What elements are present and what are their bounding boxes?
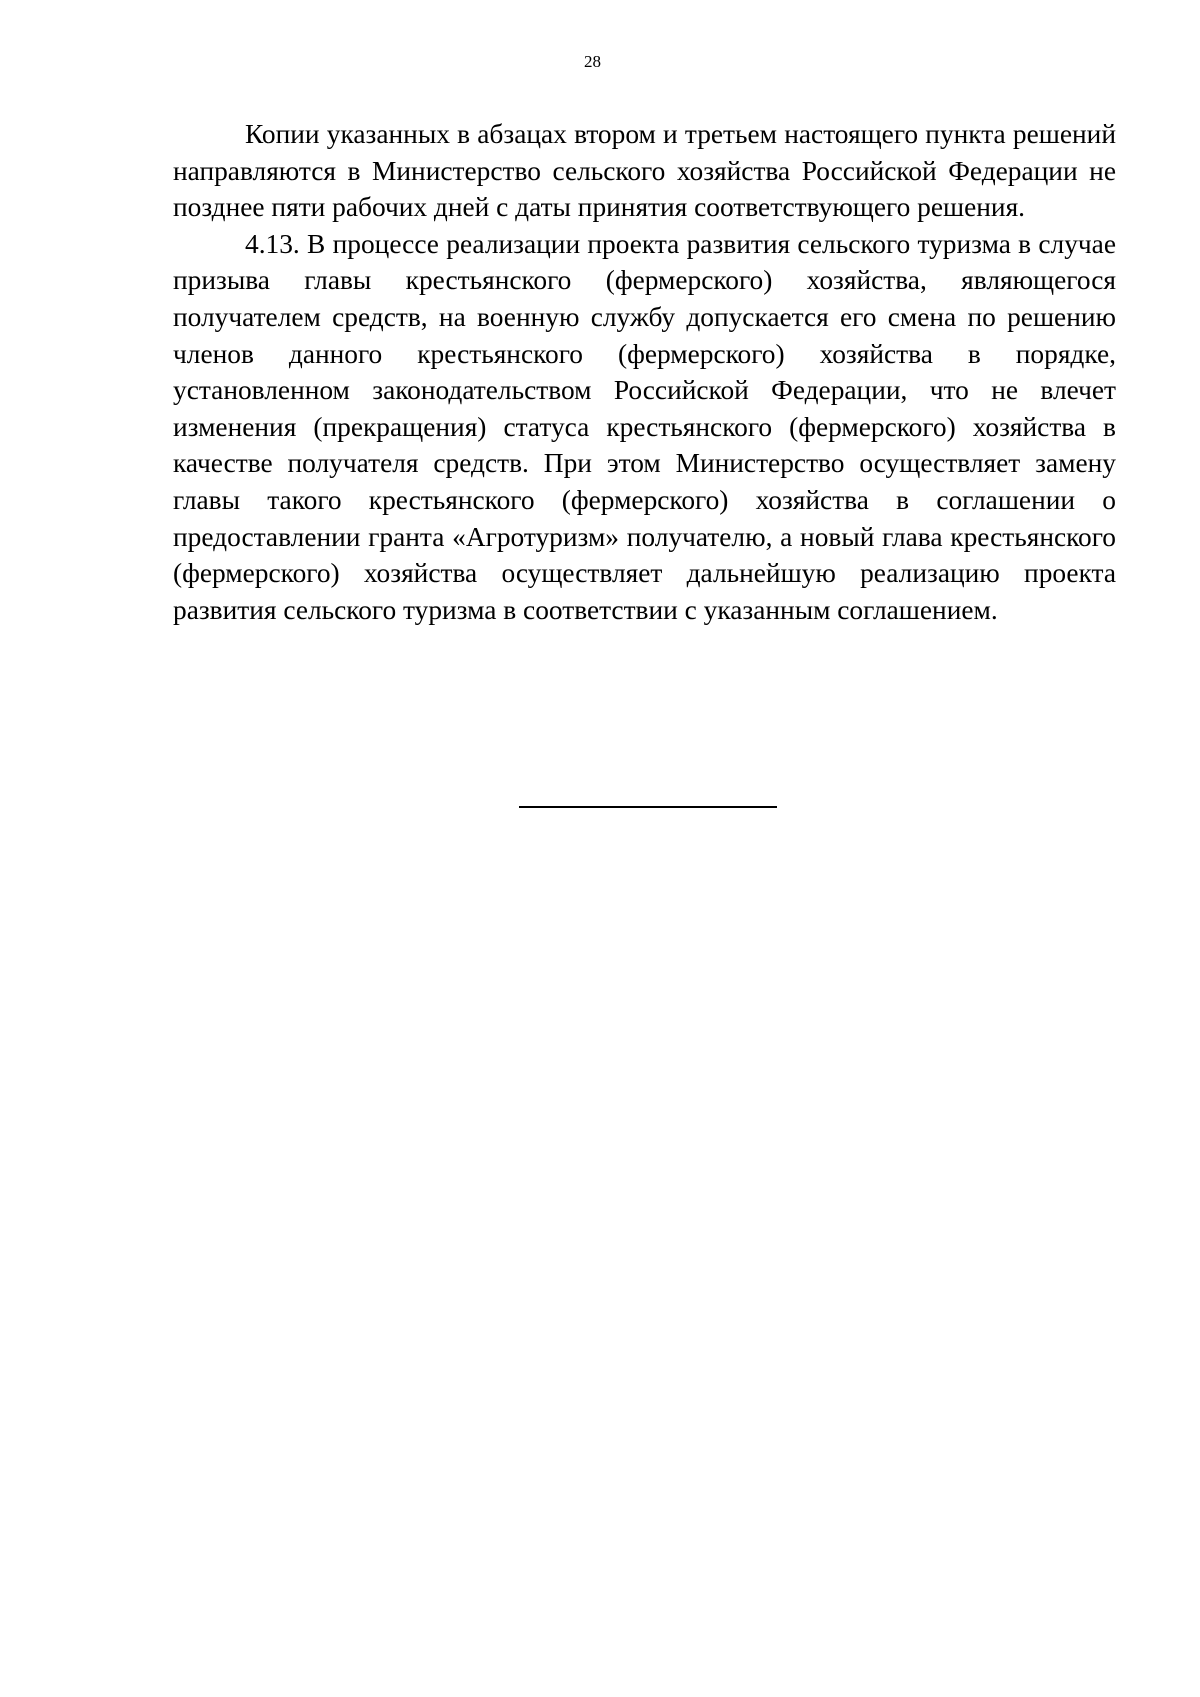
paragraph-copies-of-decisions: Копии указанных в абзацах втором и третьем настоящего пункта решений направляются в Министерство сельского хозяйства Российской Федерации не позднее пяти рабочих дней с даты принятия соответствующего решения.: [173, 119, 1116, 223]
paragraph-4-13: 4.13. В процессе реализации проекта развития сельского туризма в случае призыва главы крестьянского (фермерского) хозяйства, являющегося получателем средств, на военную службу допускается его смена по решению членов данного крестьянского (фермерского) хозяйства в порядке, установленном законодательством Российской Федерации, что не влечет изменения (прекращения) статуса крестьянского (фермерского) хозяйства в качестве получателя средств. При этом Министерство осуществляет замену главы такого крестьянского (фермерского) хозяйства в соглашении о предоставлении гранта «Агротуризм» получателю, а новый глава крестьянского (фермерского) хозяйства осуществляет дальнейшую реализацию проекта развития сельского туризма в соответствии с указанным соглашением.: [173, 228, 1116, 625]
document-body: [173, 116, 1116, 628]
end-of-document-rule: [519, 806, 777, 808]
page-number: 28: [584, 52, 601, 71]
